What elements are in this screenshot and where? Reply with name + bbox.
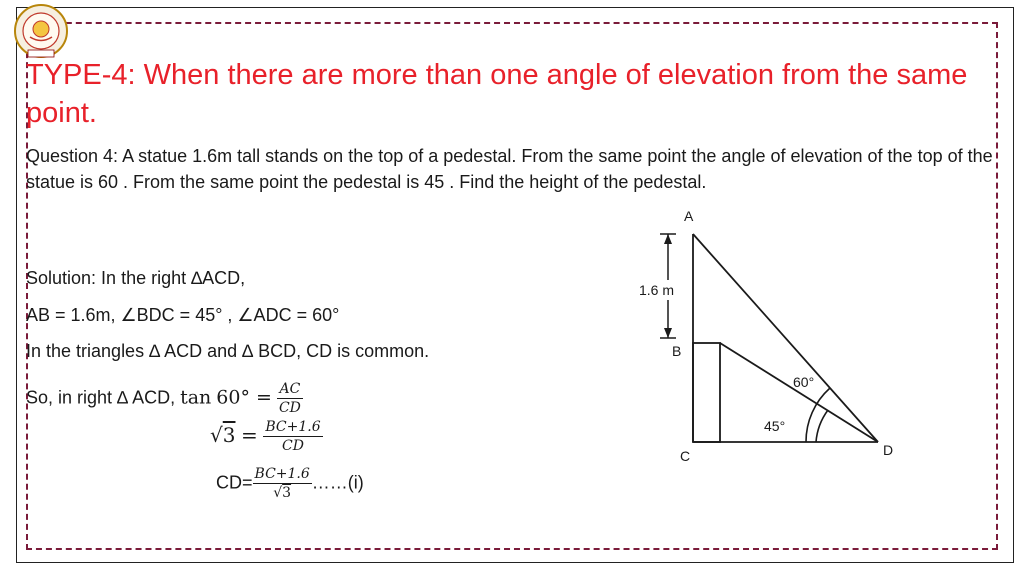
fraction-bc-cd — [263, 418, 322, 455]
triangle-diagram — [620, 200, 910, 470]
question-text: Question 4: A statue 1.6m tall stands on the top of a pedestal. From the same point the angle of elevation of the top of the statue is 60 . From the same point the pedestal is 45 . Find the height of the pedestal. — [26, 146, 993, 192]
fraction-cd — [253, 465, 312, 502]
fraction-denominator: CD — [263, 436, 322, 455]
sqrt-radicand: 3 — [282, 485, 292, 501]
label-c: C — [680, 448, 691, 464]
fraction-denominator — [253, 483, 312, 502]
arrow-down-icon — [664, 328, 672, 338]
solution-line-1: Solution: In the right ∆ACD, — [26, 268, 246, 288]
label-d: D — [883, 442, 894, 458]
sqrt-icon: √ — [273, 485, 283, 501]
cd-prefix: CD= — [216, 472, 253, 493]
label-b: B — [672, 343, 682, 359]
tan-function: tan — [180, 386, 212, 409]
fraction-numerator: BC+1.6 — [254, 466, 310, 482]
equation-reference: ……(i) — [311, 472, 364, 493]
label-height: 1.6 m — [639, 282, 675, 298]
slide-title: TYPE-4: When there are more than one angle of elevation from the same point. — [26, 59, 968, 129]
fraction-numerator: AC — [279, 381, 301, 397]
fraction-denominator: CD — [278, 400, 301, 416]
fraction-numerator: BC+1.6 — [265, 419, 321, 435]
pedestal — [693, 343, 720, 442]
angle-60-arc — [806, 388, 830, 442]
angle-45-arc — [816, 410, 828, 442]
line-bd — [720, 343, 878, 442]
sqrt-radicand: 3 — [222, 422, 236, 447]
equation-cd — [216, 465, 364, 502]
label-a: A — [684, 208, 694, 224]
solution-line-3: In the triangles ∆ ACD and ∆ BCD, CD is common. — [26, 341, 430, 361]
solution-line-4 — [26, 380, 303, 417]
arrow-up-icon — [664, 234, 672, 244]
solution-line-2: AB = 1.6m, ∠BDC = 45° , ∠ADC = 60° — [26, 305, 340, 325]
fraction-ac-cd — [277, 380, 303, 417]
sqrt-icon: √ — [210, 422, 223, 447]
label-angle-45: 45° — [764, 418, 786, 434]
label-angle-60: 60° — [793, 374, 815, 390]
tan-angle: 60° = — [216, 386, 272, 409]
equation-sqrt3 — [210, 418, 323, 455]
line4-prefix: So, in right ∆ ACD, — [26, 387, 181, 408]
equals-sign: = — [241, 422, 258, 447]
